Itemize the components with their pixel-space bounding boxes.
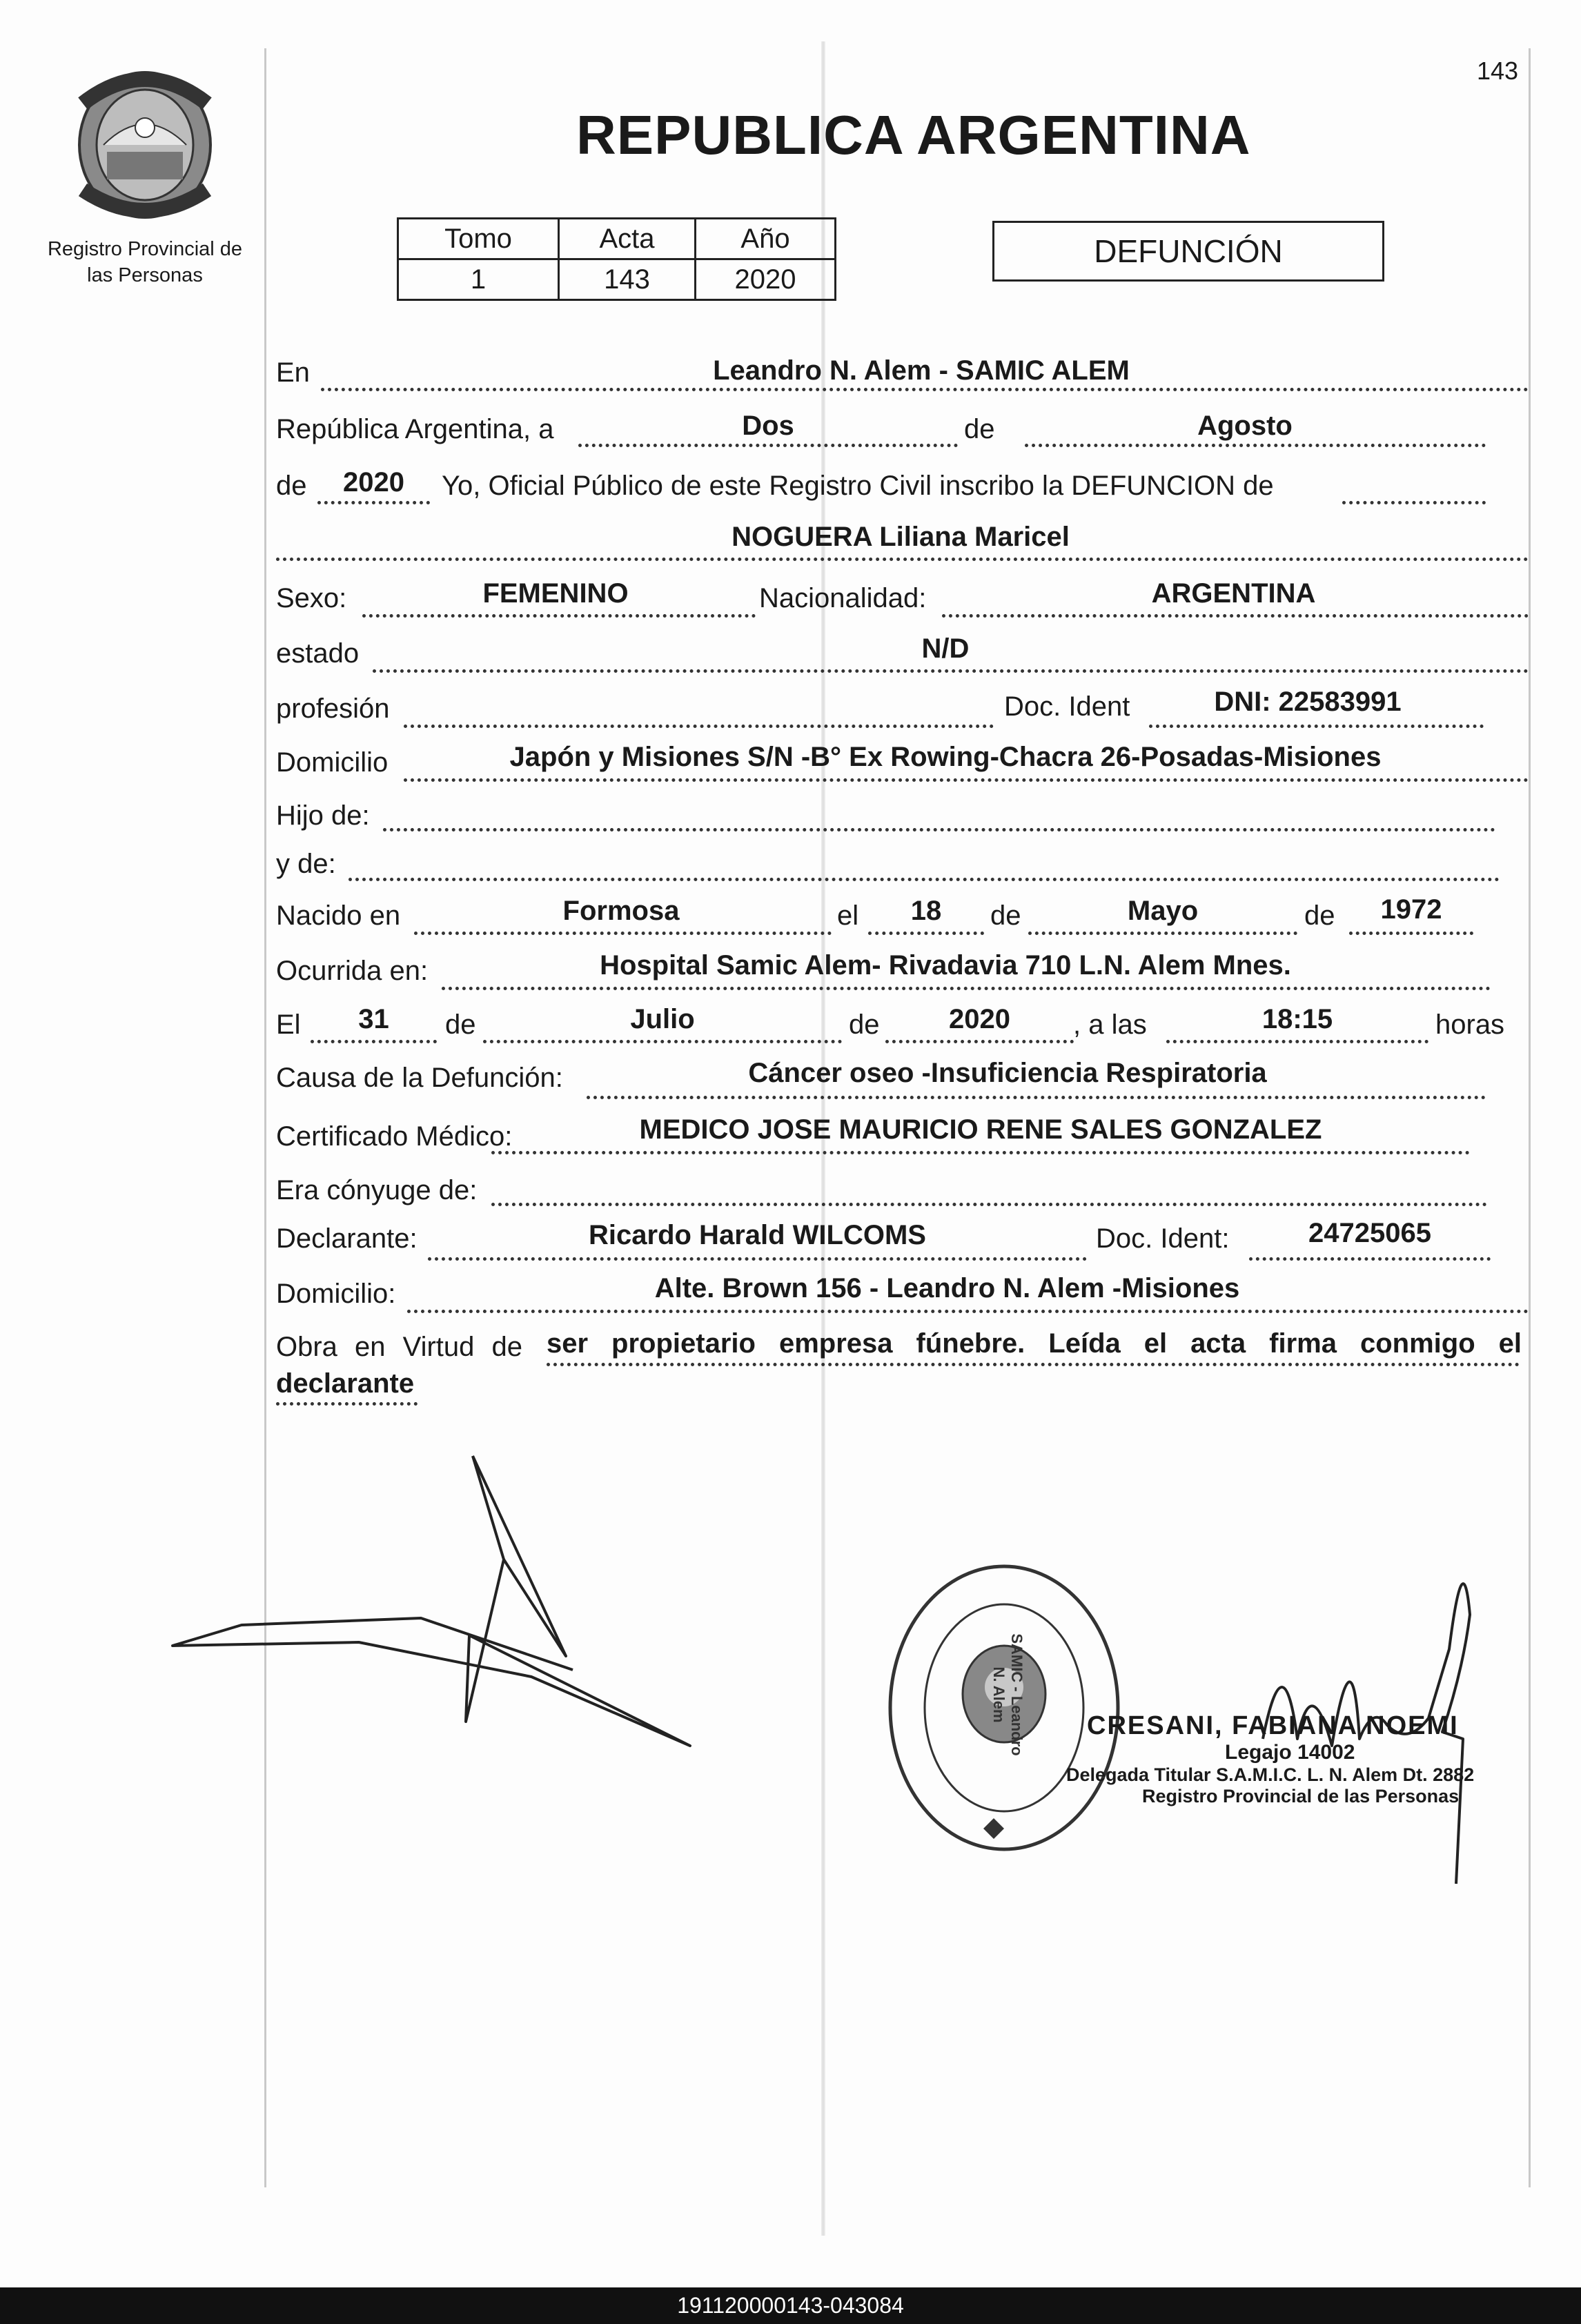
- label-de-anio-nac: de: [1304, 900, 1335, 931]
- label-obra: Obra en Virtud de: [276, 1332, 523, 1362]
- label-nacionalidad: Nacionalidad:: [759, 583, 927, 613]
- dotted-line: [362, 614, 756, 618]
- label-certificado: Certificado Médico:: [276, 1121, 513, 1152]
- tomo-value: 1: [398, 259, 559, 300]
- label-yo: Yo, Oficial Público de este Registro Civil inscribo la DEFUNCION de: [442, 471, 1274, 501]
- value-def-dia: 31: [358, 1004, 389, 1034]
- label-de-def-anio: de: [849, 1010, 880, 1040]
- value-nac-anio: 1972: [1380, 894, 1442, 925]
- acta-value: 143: [559, 259, 696, 300]
- value-ocurrida-en: Hospital Samic Alem- Rivadavia 710 L.N. Alem Mnes.: [600, 950, 1291, 981]
- label-de-anio: de: [276, 471, 307, 501]
- registry-caption: [38, 236, 252, 288]
- label-profesion: profesión: [276, 693, 390, 724]
- label-nacido-en: Nacido en: [276, 900, 401, 931]
- label-sexo: Sexo:: [276, 583, 347, 613]
- dotted-line: [373, 669, 1529, 673]
- page-number: 143: [1477, 57, 1519, 85]
- label-declarante: Declarante:: [276, 1223, 418, 1254]
- label-de-def-mes: de: [445, 1010, 476, 1040]
- dotted-line: [414, 932, 832, 935]
- anio-header: Año: [696, 219, 836, 259]
- official-name: CRESANI, FABIANA NOEMI: [1087, 1711, 1459, 1740]
- value-def-mes: Julio: [630, 1004, 695, 1034]
- label-hijo-de: Hijo de:: [276, 800, 370, 831]
- label-el-def: El: [276, 1010, 301, 1040]
- label-y-de: y de:: [276, 849, 336, 879]
- dotted-line: [383, 828, 1495, 831]
- value-causa: Cáncer oseo -Insuficiencia Respiratoria: [748, 1058, 1267, 1088]
- value-dni: DNI: 22583991: [1214, 687, 1402, 717]
- label-de-mes: de: [990, 900, 1021, 931]
- dotted-line: [885, 1040, 1074, 1043]
- label-el: el: [837, 900, 859, 931]
- acta-header: Acta: [559, 219, 696, 259]
- dotted-line: [428, 1257, 1087, 1261]
- dotted-line: [404, 778, 1529, 782]
- registry-line-2: las Personas: [87, 264, 203, 286]
- value-anio: 2020: [343, 467, 404, 498]
- value-mes: Agosto: [1197, 411, 1293, 441]
- anio-value: 2020: [696, 259, 836, 300]
- official-role: Delegada Titular S.A.M.I.C. L. N. Alem Dt. 2882: [1066, 1764, 1475, 1785]
- document-title: REPUBLICA ARGENTINA: [576, 104, 1251, 166]
- provincia-misiones-logo: [66, 62, 224, 221]
- value-estado: N/D: [921, 633, 970, 664]
- dotted-line: [407, 1310, 1529, 1313]
- label-doc-ident-decl: Doc. Ident:: [1096, 1223, 1230, 1254]
- value-declarante: Ricardo Harald WILCOMS: [589, 1220, 926, 1250]
- dotted-line: [404, 725, 994, 728]
- label-causa: Causa de la Defunción:: [276, 1063, 563, 1093]
- label-domicilio-decl: Domicilio:: [276, 1279, 396, 1309]
- official-registry: Registro Provincial de las Personas: [1142, 1786, 1460, 1806]
- label-conyuge: Era cónyuge de:: [276, 1175, 478, 1205]
- dotted-line: [578, 444, 958, 447]
- dotted-line: [491, 1151, 1470, 1154]
- dotted-line: [311, 1040, 437, 1043]
- value-obra-line-2: declarante: [276, 1368, 415, 1399]
- label-horas: horas: [1435, 1010, 1505, 1040]
- dotted-line: [276, 1402, 418, 1406]
- value-decl-doc: 24725065: [1308, 1218, 1431, 1248]
- official-name-stamp: [1066, 1711, 1501, 1807]
- value-nac-dia: 18: [910, 896, 942, 926]
- dotted-line: [317, 501, 430, 504]
- value-dia: Dos: [742, 411, 794, 441]
- label-domicilio: Domicilio: [276, 747, 389, 778]
- document-barcode-footer: 191120000143-043084: [0, 2287, 1581, 2324]
- dotted-line: [321, 388, 1529, 391]
- dotted-line: [348, 878, 1500, 881]
- label-estado: estado: [276, 638, 360, 669]
- value-nacionalidad: ARGENTINA: [1151, 578, 1316, 609]
- label-doc-ident: Doc. Ident: [1004, 691, 1130, 722]
- label-en: En: [276, 357, 310, 388]
- left-margin-line: [264, 48, 266, 2187]
- stamp-inner-text: SAMIC - Leandro N. Alem: [990, 1633, 1025, 1756]
- label-republica: República Argentina, a: [276, 414, 554, 444]
- value-domicilio: Japón y Misiones S/N -B° Ex Rowing-Chacra 26-Posadas-Misiones: [509, 742, 1382, 772]
- label-de: de: [964, 414, 995, 444]
- dotted-line: [942, 614, 1529, 618]
- declarant-signature: [159, 1449, 766, 1753]
- dotted-line: [1249, 1257, 1491, 1261]
- dotted-line: [868, 932, 984, 935]
- value-nac-mes: Mayo: [1127, 896, 1199, 926]
- dotted-line: [483, 1040, 842, 1043]
- dotted-line: [547, 1363, 1520, 1366]
- record-type-box: DEFUNCIÓN: [992, 221, 1384, 282]
- dotted-line: [587, 1096, 1486, 1099]
- dotted-line: [491, 1203, 1487, 1206]
- tomo-header: Tomo: [398, 219, 559, 259]
- official-legajo: Legajo 14002: [1225, 1741, 1355, 1764]
- value-decl-domicilio: Alte. Brown 156 - Leandro N. Alem -Misiones: [654, 1273, 1240, 1303]
- dotted-line: [1025, 444, 1486, 447]
- value-lugar: Leandro N. Alem - SAMIC ALEM: [713, 355, 1130, 386]
- value-certificado: MEDICO JOSE MAURICIO RENE SALES GONZALEZ: [639, 1114, 1322, 1145]
- dotted-line: [1149, 725, 1484, 728]
- value-sexo: FEMENINO: [482, 578, 629, 609]
- value-obra-line-1: ser propietario empresa fúnebre. Leída el acta firma conmigo el: [547, 1328, 1522, 1359]
- dotted-line: [1342, 501, 1486, 504]
- value-def-anio: 2020: [949, 1004, 1010, 1034]
- registry-line-1: Registro Provincial de: [47, 238, 243, 260]
- dotted-line: [442, 987, 1491, 990]
- dotted-line: [276, 558, 1529, 561]
- value-nacido-en: Formosa: [562, 896, 680, 926]
- label-a-las: , a las: [1073, 1010, 1147, 1040]
- dotted-line: [1166, 1040, 1428, 1043]
- value-hora: 18:15: [1261, 1004, 1333, 1034]
- dotted-line: [1028, 932, 1297, 935]
- label-ocurrida-en: Ocurrida en:: [276, 956, 429, 986]
- record-number-table: [397, 217, 836, 301]
- right-margin-line: [1529, 48, 1531, 2187]
- dotted-line: [1349, 932, 1473, 935]
- value-nombre: NOGUERA Liliana Maricel: [731, 522, 1070, 552]
